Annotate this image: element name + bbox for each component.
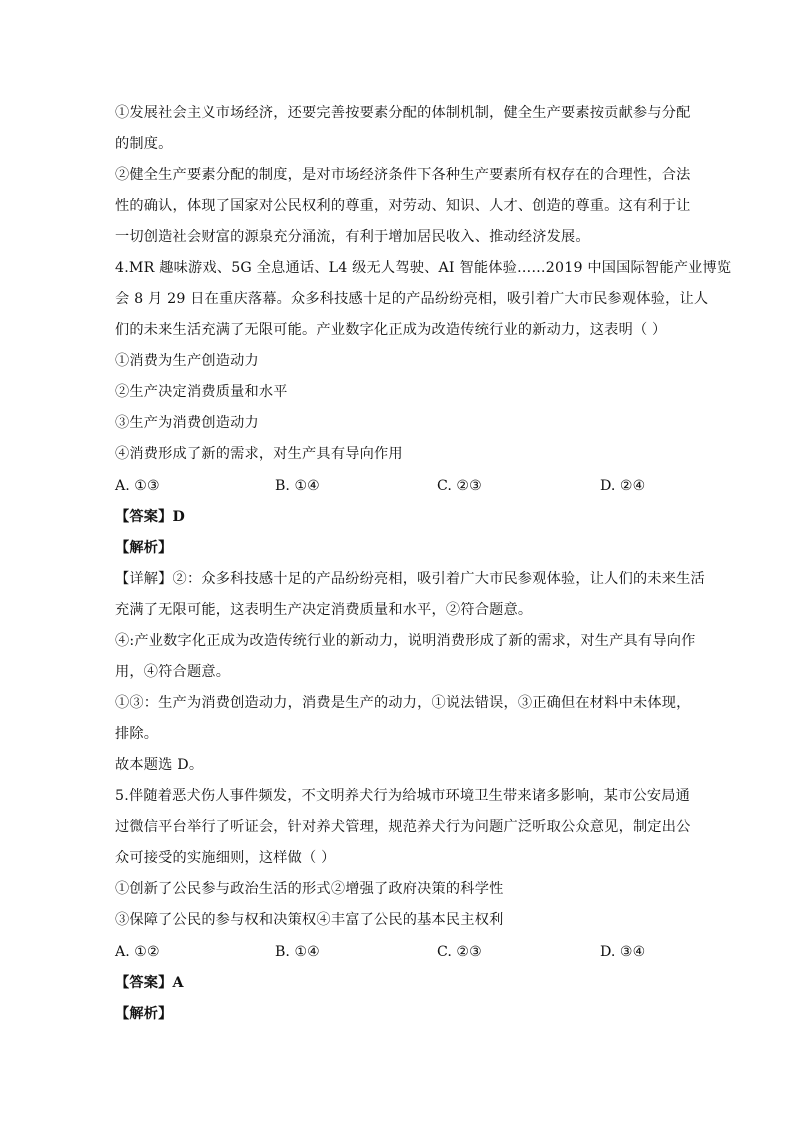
q5-option-d: D. ③④ [600, 944, 646, 960]
q4-option-c: C. ②③ [437, 478, 482, 494]
q5-option-c: C. ②③ [437, 944, 482, 960]
statement-item: ③生产为消费创造动力 [115, 415, 259, 431]
statement-item: ①消费为生产创造动力 [115, 353, 259, 369]
q5-option-a: A. ①② [115, 944, 160, 960]
explanation-line: ①③：生产为消费创造动力，消费是生产的动力，①说法错误，③正确但在材料中未体现， [115, 695, 691, 711]
question-4-stem: 会 8 月 29 日在重庆落幕。众多科技感十足的产品纷纷亮相，吸引着广大市民参观体验，让人 [115, 291, 709, 307]
analysis-label: 【解析】 [115, 540, 173, 556]
statement-item: ①创新了公民参与政治生活的形式②增强了政府决策的科学性 [115, 881, 504, 897]
q4-option-a: A. ①③ [115, 478, 160, 494]
statement-item: ④消费形成了新的需求，对生产具有导向作用 [115, 446, 403, 462]
explanation-line: ④:产业数字化正成为改造传统行业的新动力，说明消费形成了新的需求，对生产具有导向作 [115, 633, 696, 649]
explanation-line: 充满了无限可能，这表明生产决定消费质量和水平，②符合题意。 [115, 602, 533, 618]
explanation-line: 排除。 [115, 726, 159, 742]
explanation-line: 用，④符合题意。 [115, 664, 231, 680]
answer-label: 【答案】A [115, 975, 184, 991]
question-4-stem: 4.MR 趣味游戏、5G 全息通话、L4 级无人驾驶、AI 智能体验……2019 中国国际智能产业博览 [115, 260, 732, 276]
statement-item: ③保障了公民的参与权和决策权④丰富了公民的基本民主权利 [115, 912, 504, 928]
paragraph-line: ②健全生产要素分配的制度，是对市场经济条件下各种生产要素所有权存在的合理性，合法 [115, 167, 691, 183]
question-4-stem: 们的未来生活充满了无限可能。产业数字化正成为改造传统行业的新动力，这表明（ ） [115, 322, 667, 338]
q5-option-b: B. ①④ [275, 944, 320, 960]
question-5-stem: 众可接受的实施细则，这样做（ ） [115, 850, 336, 866]
answer-label: 【答案】D [115, 509, 186, 525]
explanation-line: 故本题选 D。 [115, 757, 204, 773]
paragraph-line: ①发展社会主义市场经济，还要完善按要素分配的体制机制，健全生产要素按贡献参与分配 [115, 105, 691, 121]
question-5-stem: 5.伴随着恶犬伤人事件频发，不文明养犬行为给城市环境卫生带来诸多影响，某市公安局通 [115, 788, 691, 804]
q4-option-b: B. ①④ [275, 478, 320, 494]
explanation-line: 【详解】②：众多科技感十足的产品纷纷亮相，吸引着广大市民参观体验，让人们的未来生活 [115, 571, 705, 587]
paragraph-line: 性的确认，体现了国家对公民权利的尊重，对劳动、知识、人才、创造的尊重。这有利于让 [115, 198, 691, 214]
paragraph-line: 的制度。 [115, 136, 173, 152]
question-5-stem: 过微信平台举行了听证会，针对养犬管理，规范养犬行为问题广泛听取公众意见，制定出公 [115, 819, 691, 835]
paragraph-line: 一切创造社会财富的源泉充分涌流，有利于增加居民收入、推动经济发展。 [115, 229, 590, 245]
statement-item: ②生产决定消费质量和水平 [115, 384, 288, 400]
q4-option-d: D. ②④ [600, 478, 646, 494]
analysis-label: 【解析】 [115, 1006, 173, 1022]
